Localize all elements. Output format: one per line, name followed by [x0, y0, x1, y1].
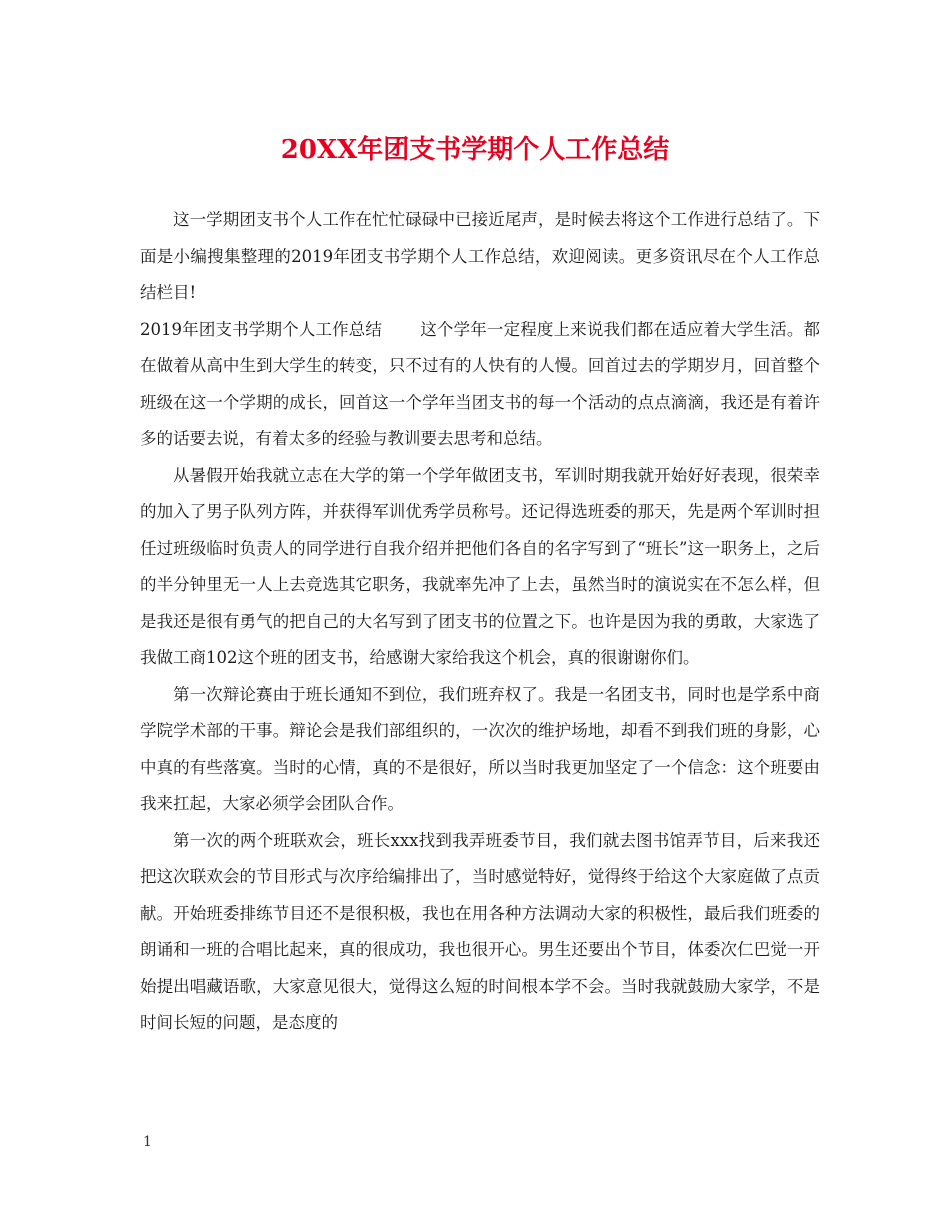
document-title: 20XX年团支书学期个人工作总结	[280, 135, 670, 165]
paragraph-2: 从暑假开始我就立志在大学的第一个学年做团支书，军训时期我就开始好好表现，很荣幸的加入了男子队列方阵，并获得军训优秀学员称号。还记得选班委的那天，先是两个军训时担任过班级临时负责人的同学进行自我介绍并把他们各自的名字写到了“班长”这一职务上，之后的半分钟里无一人上去竞选其它职务，我就率先冲了上去，虽然当时的演说实在不怎么样，但是我还是很有勇气的把自己的大名写到了团支书的位置之下。也许是因为我的勇敢，大家选了我做工商102这个班的团支书，给感谢大家给我这个机会，真的很谢谢你们。	[140, 465, 820, 667]
document-body	[140, 202, 820, 1042]
subheading: 2019年团支书学期个人工作总结	[140, 319, 383, 339]
paragraph-3: 第一次辩论赛由于班长通知不到位，我们班弃权了。我是一名团支书，同时也是学系中商学院学术部的干事。辩论会是我们部组织的，一次次的维护场地，却看不到我们班的身影，心中真的有些落寞。当时的心情，真的不是很好，所以当时我更加坚定了一个信念：这个班要由我来扛起，大家必须学会团队合作。	[140, 684, 820, 813]
subheading-paragraph	[140, 312, 820, 458]
intro-paragraph: 这一学期团支书个人工作在忙忙碌碌中已接近尾声，是时候去将这个工作进行总结了。下面是小编搜集整理的2019年团支书学期个人工作总结，欢迎阅读。更多资讯尽在个人工作总结栏目!	[140, 210, 820, 302]
paragraph-4: 第一次的两个班联欢会，班长xxx找到我弄班委节目，我们就去图书馆弄节目，后来我还把这次联欢会的节目形式与次序给编排出了，当时感觉特好，觉得终于给这个大家庭做了点贡献。开始班委排练节目还不是很积极，我也在用各种方法调动大家的积极性，最后我们班委的朗诵和一班的合唱比起来，真的很成功，我也很开心。男生还要出个节目，体委次仁巴觉一开始提出唱藏语歌，大家意见很大，觉得这么短的时间根本学不会。当时我就鼓励大家学，不是时间长短的问题，是态度的	[140, 830, 820, 1032]
page-number: 1	[143, 1134, 152, 1150]
subheading-text: 这个学年一定程度上来说我们都在适应着大学生活。都在做着从高中生到大学生的转变，只不过有的人快有的人慢。回首过去的学期岁月，回首整个班级在这一个学期的成长，回首这一个学年当团支书的每一个活动的点点滴滴，我还是有着许多的话要去说，有着太多的经验与教训要去思考和总结。	[140, 319, 821, 448]
